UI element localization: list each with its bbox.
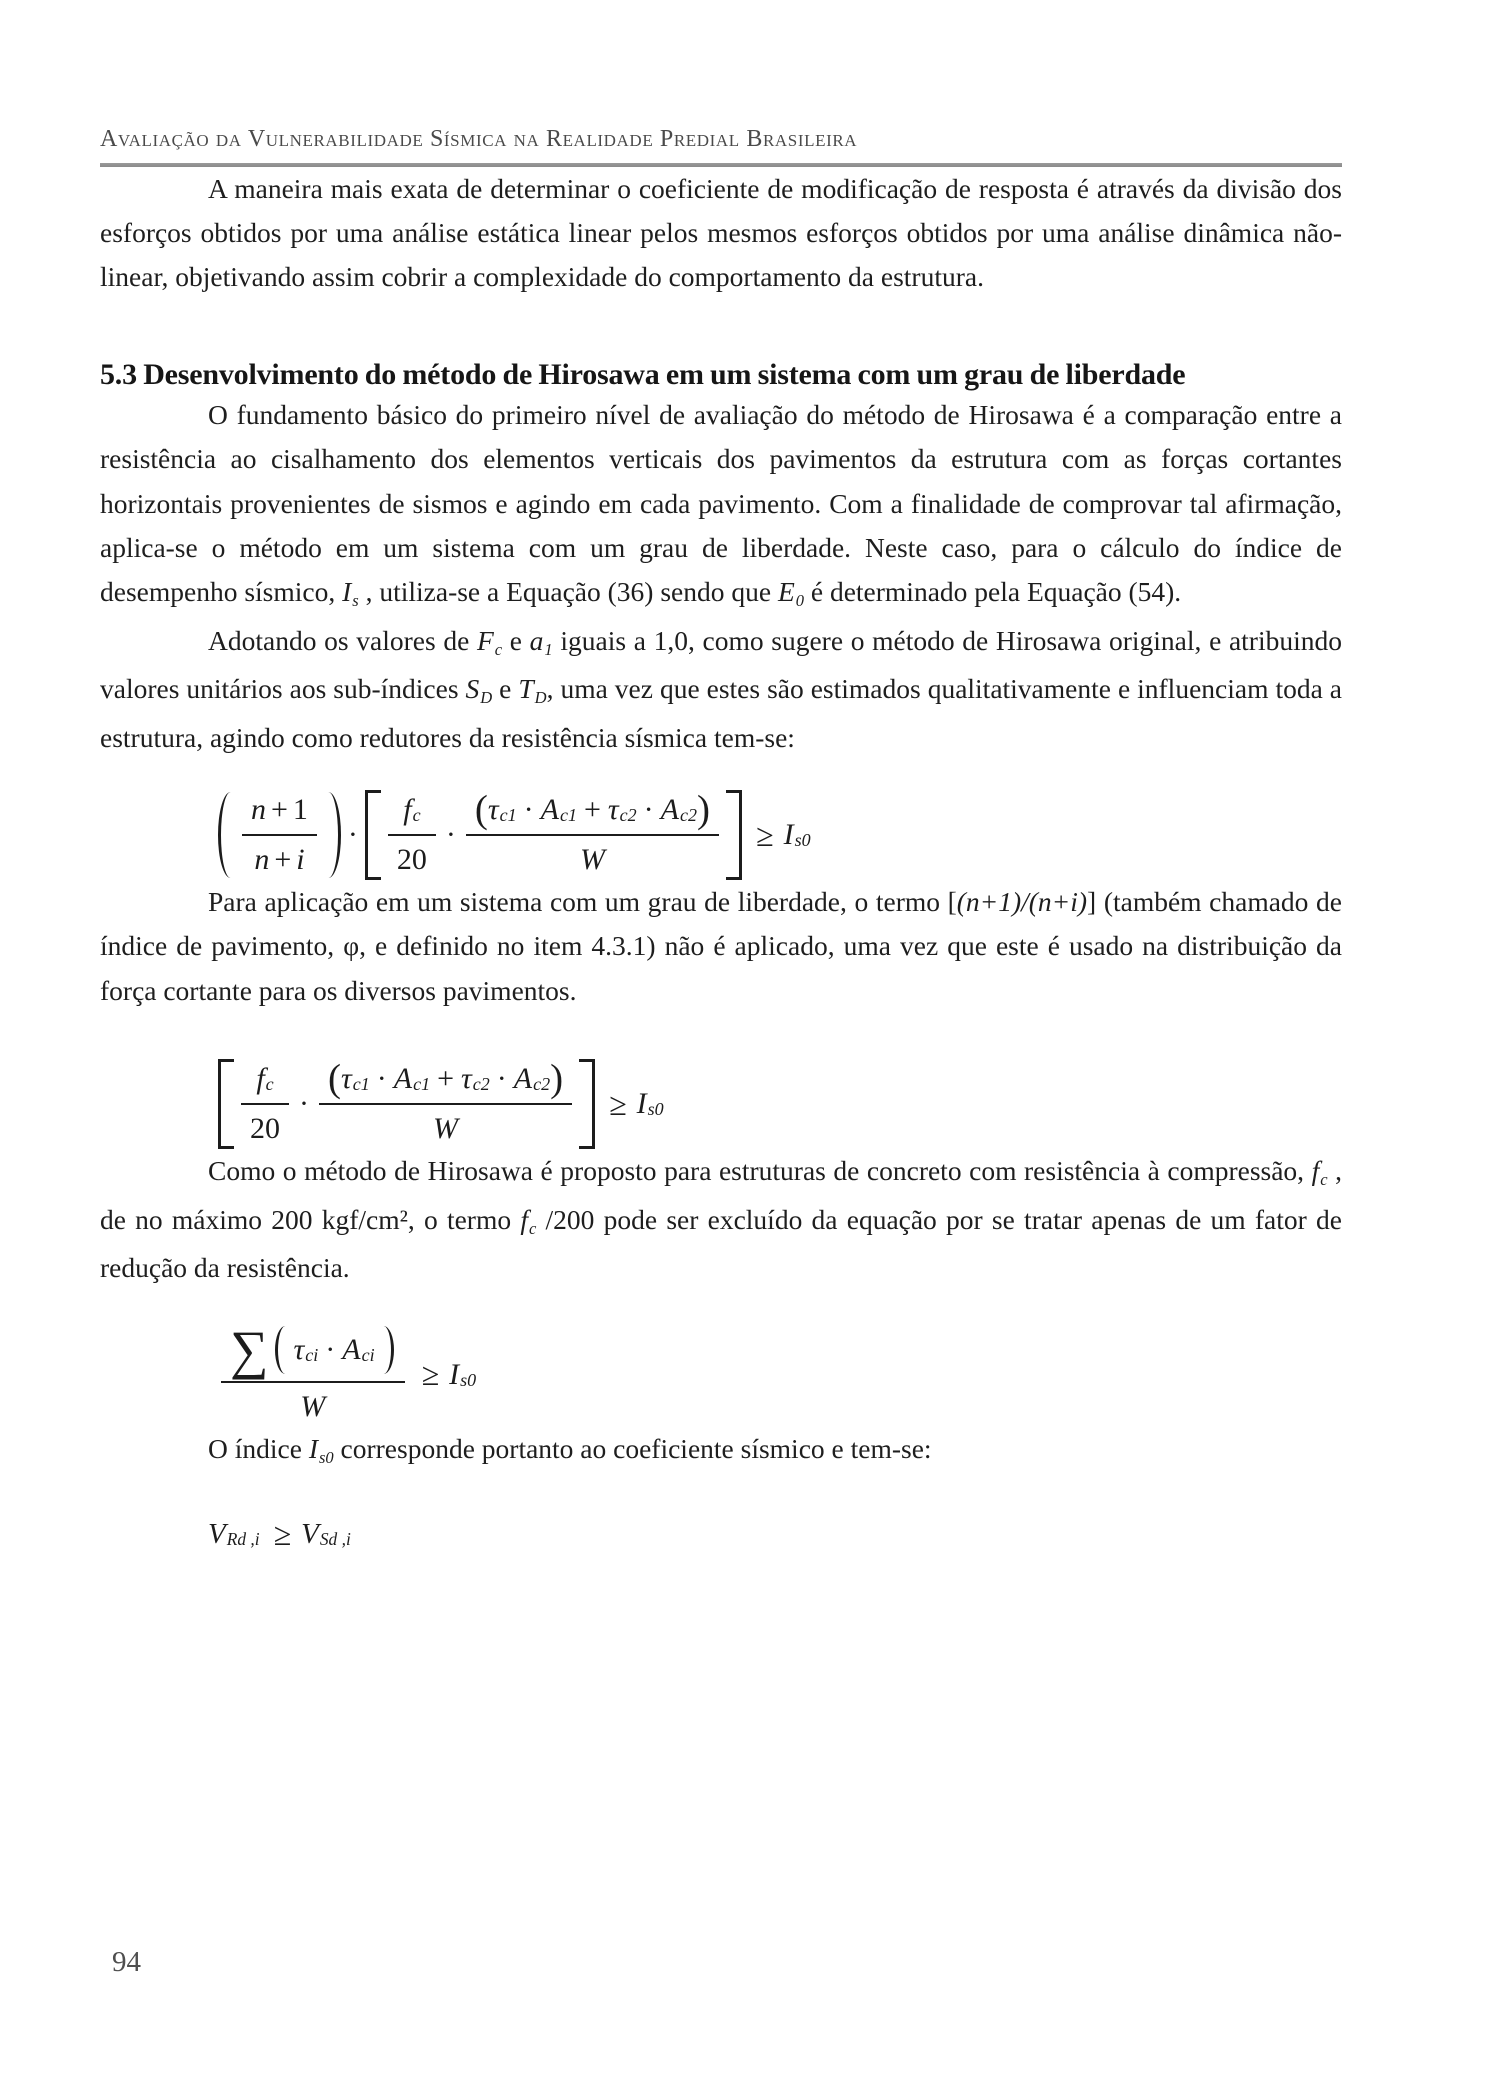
- var-A-ci-sub: ci: [361, 1344, 375, 1365]
- fraction-sum-weight: [221, 1319, 405, 1428]
- var-VRd: V: [208, 1517, 226, 1550]
- multiply-dot: ·: [347, 818, 358, 852]
- var-tau-ci: τ: [293, 1332, 305, 1366]
- multiply-dot: ·: [325, 1332, 336, 1366]
- text-run: ] (também chamado de índice de pavimento, φ, e definido no item 4.3.1) não é aplicado, uma vez que este é usado na distribuição da força cortante para os diversos pavimentos.: [100, 886, 1342, 1006]
- text-run: , utiliza-se a Equação (36) sendo que: [358, 576, 778, 608]
- text-run: , uma vez que estes são estimados qualitativamente e influenciam toda a estrutura, agindo como redutores da resistência sísmica tem-se:: [100, 673, 1342, 753]
- number-20: 20: [396, 843, 427, 877]
- var-tau-ci-sub: ci: [305, 1344, 319, 1365]
- equation-shear-check: [208, 1516, 1342, 1553]
- text-run: é determinado pela Equação (54).: [804, 576, 1182, 608]
- summation-icon: ∑: [230, 1319, 269, 1380]
- greater-equal-sign: ≥: [609, 1085, 627, 1122]
- var-A-c2-sub: c2: [680, 804, 697, 825]
- running-header: [100, 0, 1342, 154]
- var-Is0: I: [783, 818, 794, 852]
- paragraph-aplicacao: [100, 880, 1342, 1013]
- var-TD-sub: D: [534, 688, 547, 708]
- var-fc-sub: c: [265, 1074, 274, 1095]
- var-TD: T: [518, 673, 534, 705]
- var-A-c2: A: [660, 793, 679, 827]
- var-tau-c1-sub: c1: [352, 1074, 370, 1095]
- multiply-dot: ·: [299, 1087, 309, 1121]
- paragraph-indice: [100, 1427, 1342, 1475]
- close-bracket-icon: [726, 790, 742, 880]
- page-number: 94: [112, 1946, 141, 1978]
- text-run: iguais a 1,0, como sugere o método de Hirosawa original, e atribuindo valores unitários aos sub-índices: [100, 624, 1342, 705]
- plus-sign: +: [271, 793, 288, 827]
- var-SD-sub: D: [480, 688, 493, 708]
- paragraph-fundamento: [100, 393, 1342, 619]
- var-tau-c1-sub: c1: [499, 804, 517, 825]
- var-A-c1: A: [540, 793, 559, 827]
- var-tau-c2-sub: c2: [619, 804, 637, 825]
- var-fc-sub: c: [412, 804, 421, 825]
- var-tau-c2-sub: c2: [472, 1074, 490, 1095]
- greater-equal-sign: ≥: [421, 1356, 440, 1393]
- var-n: n: [251, 793, 266, 827]
- plus-sign: +: [437, 1062, 454, 1096]
- var-Fc: F: [476, 624, 494, 656]
- var-Is0: I: [449, 1357, 460, 1391]
- var-W: W: [300, 1390, 326, 1424]
- var-VRd-sub: Rd ,i: [226, 1528, 260, 1549]
- var-fc-sub: c: [1320, 1170, 1328, 1190]
- equation-hirosawa-full: [218, 790, 1342, 880]
- var-A-c1-sub: c1: [560, 804, 577, 825]
- paragraph-adotando: [100, 619, 1342, 760]
- text-run: , de no máximo 200 kgf/cm², o termo: [100, 1155, 1342, 1235]
- open-bracket-icon: [365, 790, 381, 880]
- var-fc-sub: c: [528, 1218, 537, 1238]
- paragraph-intro-text: A maneira mais exata de determinar o coeficiente de modificação de resposta é através da divisão dos esforços obtidos por uma análise estática linear pelos mesmos esforços obtidos por uma análise dinâmica não-linear, objetivando assim cobrir a complexidade do comportamento da estrutura.: [100, 172, 1342, 293]
- var-tau-c2: τ: [461, 1062, 472, 1096]
- var-Is0: I: [636, 1087, 647, 1121]
- text-run: Para aplicação em um sistema com um grau de liberdade, o termo [: [208, 886, 957, 918]
- var-Is: I: [342, 576, 352, 608]
- digit-1: 1: [292, 793, 308, 827]
- equation-without-floor-index: [218, 1059, 1342, 1149]
- var-A-c1-sub: c1: [413, 1074, 431, 1095]
- multiply-dot: ·: [376, 1062, 387, 1096]
- greater-equal-sign: ≥: [273, 1515, 292, 1552]
- greater-equal-sign: ≥: [756, 816, 774, 853]
- close-paren-icon: [379, 1326, 394, 1375]
- var-A-c2: A: [513, 1062, 533, 1096]
- var-VSd-sub: Sd ,i: [319, 1528, 351, 1549]
- var-fc: f: [403, 793, 412, 827]
- fraction-fc-20: [388, 790, 436, 880]
- var-tau-c2: τ: [607, 793, 619, 827]
- text-run: e: [492, 673, 519, 705]
- open-paren-icon: [275, 1326, 290, 1375]
- text-run: Como o método de Hirosawa é proposto para estruturas de concreto com resistência à compressão,: [208, 1155, 1312, 1187]
- running-header-title: Avaliação da Vulnerabilidade Sísmica na Realidade Predial Brasileira: [100, 126, 858, 152]
- inline-term-floor-index: (n+1)/(n+i): [956, 886, 1088, 918]
- text-run: O fundamento básico do primeiro nível de avaliação do método de Hirosawa é a comparação entre a resistência ao cisalhamento dos elementos verticais dos pavimentos da estrutura com as forças cortantes horizontais provenientes de sismos e agindo em cada pavimento. Com a finalidade de comprovar tal afirmação, aplica-se o método em um sistema com um grau de liberdade. Neste caso, para o cálculo do índice de desempenho sísmico,: [100, 398, 1342, 608]
- var-fc: f: [1311, 1155, 1320, 1187]
- fraction-fc-20: [241, 1059, 289, 1149]
- plus-sign: +: [274, 843, 292, 877]
- multiply-dot: ·: [496, 1062, 507, 1096]
- paragraph-como: [100, 1149, 1342, 1290]
- var-Is-sub: s: [352, 591, 359, 611]
- number-20: 20: [250, 1112, 280, 1146]
- section-heading: [100, 357, 1342, 393]
- text-run: O índice: [208, 1433, 309, 1465]
- var-fc: f: [520, 1203, 528, 1235]
- var-Is0-sub: s0: [318, 1448, 334, 1468]
- var-i: i: [296, 843, 305, 877]
- multiply-dot: ·: [643, 793, 654, 827]
- var-Is0: I: [308, 1433, 318, 1465]
- var-a1: a: [529, 624, 544, 656]
- paragraph-intro: [100, 167, 1342, 300]
- open-bracket-icon: [218, 1059, 234, 1149]
- var-Is0-sub: s0: [647, 1099, 664, 1120]
- var-A-c2-sub: c2: [533, 1074, 551, 1095]
- var-tau-c1: τ: [487, 793, 499, 827]
- var-W: W: [433, 1112, 459, 1146]
- var-a1-sub: 1: [544, 639, 553, 659]
- var-tau-c1: τ: [341, 1062, 352, 1096]
- fraction-shear-weight: ( τ c1 · A c1 + τ c2 · A c2 ) W: [319, 1059, 572, 1149]
- var-n: n: [254, 843, 270, 877]
- var-fc: f: [256, 1062, 265, 1096]
- multiply-dot: ·: [523, 793, 534, 827]
- var-Is0-sub: s0: [460, 1369, 477, 1390]
- text-run: /200 pode ser excluído da equação por se tratar apenas de um fator de redução da resistência.: [100, 1203, 1342, 1284]
- close-bracket-icon: [579, 1059, 595, 1149]
- plus-sign: +: [584, 793, 601, 827]
- text-run: corresponde portanto ao coeficiente sísmico e tem-se:: [333, 1433, 932, 1465]
- multiply-dot: ·: [445, 818, 456, 852]
- close-paren-icon: [323, 792, 341, 878]
- fraction-floor-index: [242, 790, 317, 880]
- equation-seismic-coefficient: [218, 1319, 1342, 1428]
- var-E0-sub: 0: [795, 591, 804, 611]
- var-SD: S: [465, 673, 480, 705]
- text-run: e: [502, 624, 530, 656]
- var-VSd: V: [301, 1517, 319, 1550]
- page-content: [100, 0, 1342, 1553]
- var-A-c1: A: [393, 1062, 413, 1096]
- var-A-ci: A: [342, 1332, 361, 1366]
- var-Fc-sub: c: [494, 639, 503, 659]
- fraction-shear-weight: ( τ c1 · A c1 + τ c2 · A c2 ) W: [466, 790, 719, 880]
- var-W: W: [579, 843, 605, 877]
- open-paren-icon: [218, 792, 236, 878]
- var-E0: E: [777, 576, 795, 608]
- var-Is0-sub: s0: [794, 829, 811, 850]
- text-run: Adotando os valores de: [208, 624, 477, 656]
- section-heading-text: 5.3 Desenvolvimento do método de Hirosawa em um sistema com um grau de liberdade: [100, 357, 1186, 391]
